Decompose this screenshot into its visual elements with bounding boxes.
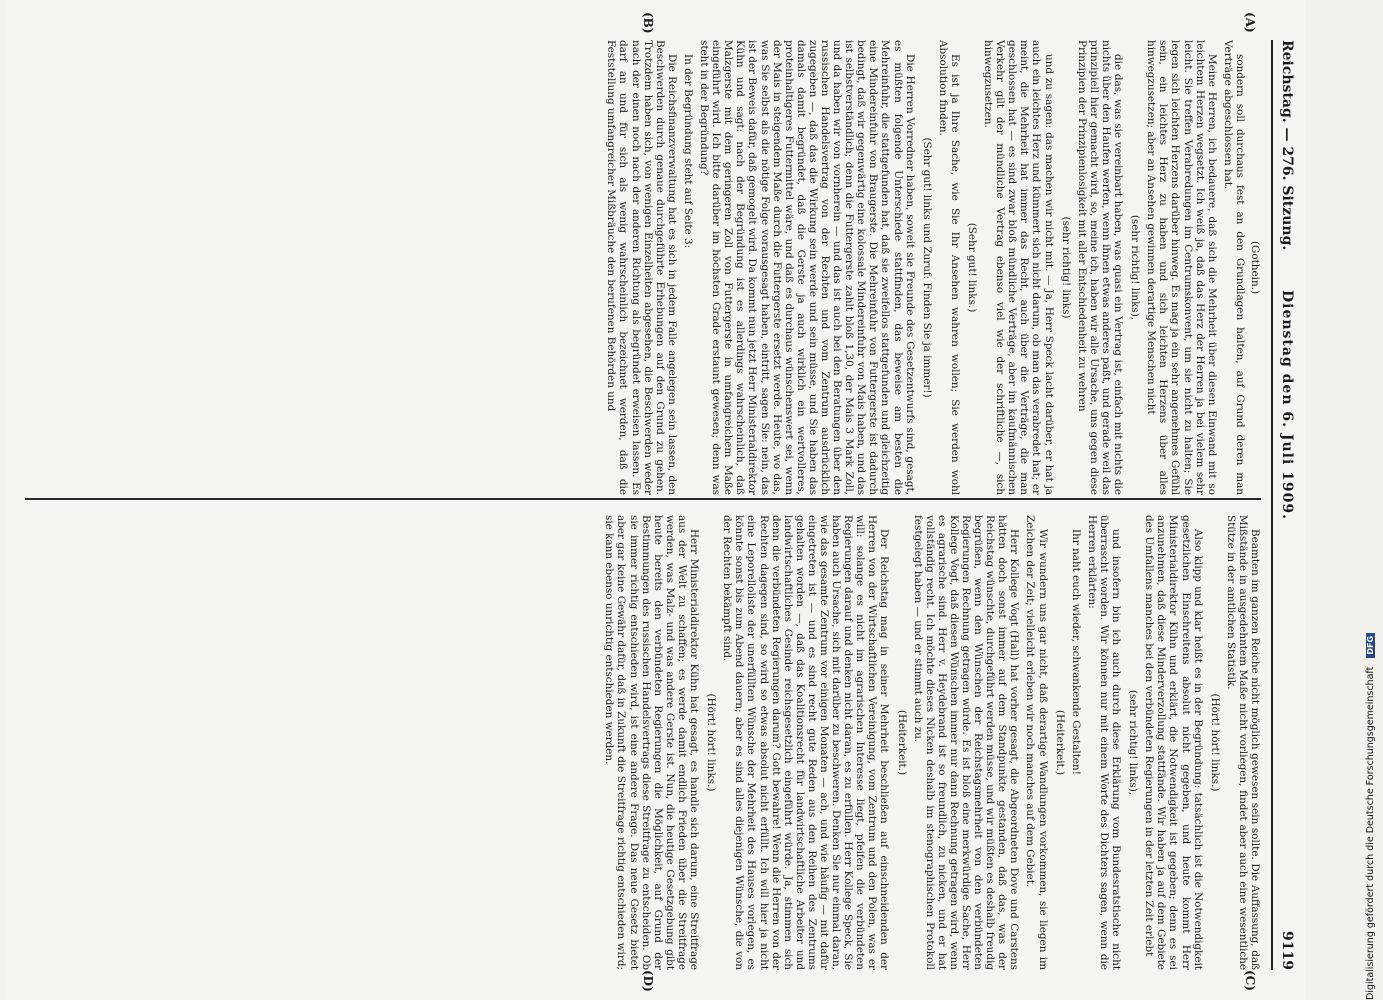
paragraph: Herr Ministerialdirektor Kühn hat gesagt, es handle sich darum, eine Streitfrage aus der Welt zu schaffen; es werde damit endlich Frieden über die Streitfrage werden, was Malz- und was andere Gerste ist. Nun, die heutige Gesetzgebung gibt heute bereits den verbündeten Regierungen die Möglichkeit, auf Grund der Bestimmungen des russischen Handelsvertrags diese Streitfrage zu entscheiden. Ob sie immer richtig entschieden wird, ist eine andere Frage. Das neue Gesetz bietet aber gar keine Gewähr dafür, daß in Zukunft die Streitfrage richtig entschieden wird; sie kann ebenso unrichtig entschieden werden. (603, 515, 701, 970)
interjection: (Hört! hört! links.) (1208, 693, 1221, 792)
paragraph: In der Begründung steht auf Seite 3: (681, 54, 694, 249)
page-number: 9119 (1279, 931, 1295, 970)
paragraph: Die Herren Vorredner haben, soweit sie Freunde des Gesetzentwurfs sind, gesagt, es müßten folgende Unterschiede stattfinden, das beweise am besten die Mehreinfuhr, die stattgefunden hat, daß sie zweifellos stattgefunden und gleichzeitig eine Mindereinfuhr von Braugerste. Die Mehreinfuhr von Futtergerste ist dadurch bedingt, daß wir gegenwärtig eine kolossale Mindereinfuhr von Mais haben, und das ist selbstverständlich; denn die Futtergerste zahlt bloß 1,30, der Mais 3 Mark Zoll, und da haben wir von vornherein — und das ist auch bei den Beratungen über den russischen Handelsvertrag von der Rechten und vom Zentrum ausdrücklich zugegeben —, daß das die Wirkung sein werde und sein müsse, und Sie haben das damals damit begründet, daß die Gerste ja auch wirklich ein wertvolleres, proteinhaltigeres Futtermittel wäre, und daß es durchaus wünschenswert sei, wenn der Mais in steigendem Maße durch die Futtergerste ersetzt werde. Heute, wo das, was Sie selbst als die nötige Folge vorausgesagt haben, eintritt, sagen Sie: nein, das ist der Beweis dafür, daß gemogelt wird. Da kommt nun jetzt Herr Ministerialdirektor Kühn und sagt: nach der Begründung ist es allerdings wahrscheinlich, daß Malzgerste mit dem geringeren Zoll von Futtergerste in umfangreichem Maße eingeführt wird. Ich bitte darüber im höchsten Grade erstaunt gewesen; denn was steht in der Begründung? (698, 40, 916, 495)
margin-marker-c: (C) (1243, 970, 1257, 991)
text-column-right (21, 515, 1261, 970)
paragraph: Beamten im ganzen Reiche nicht möglich gewesen sein sollte. Die Auffassung, daß Mißstände in ausgedehntem Maße nicht vorliegen, findet aber auch eine wesentliche Stütze in der amtlichen Statistik. (1224, 515, 1261, 970)
paragraph: Der Reichstag mag in seiner Mehrheit beschließen auf einschneidenden der Herren von der Wirtschaftlichen Vereinigung, vom Zentrum und den Polen, was er will: solange es nicht im agrarischen Interesse liegt, pfeifen die verbündeten Regierungen darauf und denken nicht daran, es zu erfüllen. Herr Kollege Speck, Sie haben auch Ursache, sich mit darüber zu beschweren. Denken Sie nur einmal daran, wie das gesamte Zentrum vor einigen Monaten — ach, und wie häufig — mit dafür eingetreten ist — und es sind recht gute Reden aus den Reihen des Zentrums gehalten worden —, daß das Koalitionsrecht für landwirtschaftliche Arbeiter und landwirtschaftliches Gesinde reichsgesetzlich eingeführt würde. Ja, stimmen sich denn die verbündeten Regierungen darum? Gott bewahre! Wenn die Herren von der Rechten dagegen sind, so wird so etwas absolut nicht erfüllt. Ich will hier ja nicht eine Leporelloliste der unerfüllten Wünsche der Mehrheit des Hauses vorlegen, es könnte sonst bis zum Abend dauern; aber es sind alles diejenigen Wünsche, die von der Rechten bekämpft sind. (721, 515, 891, 970)
paragraph: Meine Herren, ich bedauere, daß sich die Mehrheit über diesen Einwand mit so leichtem Herzen wegsetzt. Ich weiß ja, daß das Herz der Herren ja bei vielem sehr leicht. Sie treffen Verabredungen im Centrumskonvent, um sie nicht zu halten; Sie legen sich leichten Herzens darüber hinweg. Es mag ja ein sehr angenehmes Gefühl sein, ein leichtes Herz zu haben und sich leichten Herzens über alles hinwegzusetzen; aber an Ansehen gewinnen derartige Menschen nicht (1145, 40, 1218, 495)
interjection: (Sehr gut! links.) (966, 222, 979, 313)
interjection: (sehr richtig! links) (1059, 216, 1072, 319)
paragraph: Es ist ja Ihre Sache, wie Sie Ihr Ansehen wahren wollen; Sie werden wohl Absolution finden. (936, 40, 961, 495)
interjection: (Sehr gut! links und Zuruf: Finden Sie ja immer!) (920, 137, 933, 398)
margin-marker-d: (D) (641, 970, 655, 992)
column-divider (25, 498, 1261, 500)
paragraph: Herr Kollege Vogt (Hall) hat vorher gesagt, die Abgeordneten Dove und Carstens hätten doch sonst immer auf dem Standpunkte gestanden, daß das, was der Reichstag wünschte, durchgeführt werden müsse, und wir müßten es deshalb freudig begrüßen, wenn den Wünschen der Reichstagsmehrheit von den verbündeten Regierungen Rechnung getragen würde. Es ist bloß eine merkwürdige Sache, Herr Kollege Vogt, daß diesen Wünschen immer nur dann Rechnung getragen wird, wenn es agrarische sind. Herr v. Heydebrand ist so freundlich, zu nicken, und er hat vollständig recht. Ich möchte dieses Nicken deshalb im stenographischen Protokoll festgelegt haben — und er stimmt auch zu. (911, 515, 1021, 970)
interjection: (sehr richtig! links), (1127, 689, 1140, 796)
interjection: (Heiterkeit.) (1053, 709, 1066, 776)
paragraph: Also klipp und klar heißt es in der Begründung: tatsächlich ist die Notwendigkeit gesetzlichen Einschreitens absolut nicht gegeben, und heute kommt Herr Ministerialdirektor Kühn und erklärt, die Notwendigkeit ist gegeben; denn es sei anzunehmen, daß diese Minderverzollung stattfände. Wir haben ja auf dem Gebiete des Umfallens manches bei den verbündeten Regierungen in der letzten Zeit erlebt (1143, 515, 1204, 970)
interjection: (sehr richtig! links), (1129, 214, 1142, 321)
paragraph: Die Reichsfinanzverwaltung hat es sich in jedem Falle angelegen sein lassen, den Beschwerden durch genaue durchgeführte Erhebungen auf den Grund zu gehen. Trotzdem haben sich, von wenigen Einzelheiten abgesehen, die Beschwerden weder nach der einen noch nach der anderen Richtung als begründet erweisen lassen. Es darf an und für sich als wenig wahrscheinlich bezeichnet werden, daß die Feststellung umfangreicher Mißbräuche den berufenen Behörden und (605, 40, 678, 495)
page-header (1271, 40, 1299, 970)
paragraph: die das, was sie vereinbart haben, was quasi ein Vertrag ist, einfach mit nichts die nichts über den Haufen werfen, wenn ihnen etwas anderes paßt, und gerade weil das prinzipiell hier gemacht wird, so, meine ich, haben wir alle Ursache, uns gegen diese Prinzipien der Prinzipienlosigkeit mit aller Entschiedenheit zu wehren (1075, 40, 1125, 495)
document-page (5, 0, 1305, 1000)
paragraph: und zu sagen: das machen wir nicht mit. — Ja, Herr Speck lacht darüber, er hat ja auch ein leichtes Herz und kümmert sich nicht darum, ob man das verabredet hat; er meint, die Mehrheit hat immer das Recht, auch über die Verträge, die man geschlossen hat — es sind zwar bloß mündliche Verträge, aber im kaufmännischen Verkehr gilt der mündliche Vertrag ebenso viel wie der schriftliche —, sich hinwegzusetzen. (982, 40, 1055, 495)
interjection: (Heiterkeit.) (895, 709, 908, 776)
paragraph: Ihr naht euch wieder, schwankende Gestalten! (1069, 529, 1082, 775)
digitization-note (1365, 633, 1376, 1000)
header-title: Reichstag. — 276. Sitzung. (1279, 40, 1295, 251)
paragraph: Wir wundern uns gar nicht, daß derartige Wandlungen vorkommen, sie liegen im Zeichen der Zeit; vielleicht erleben wir noch manches auf dem Gebiet. (1024, 515, 1049, 970)
text-column-left (21, 40, 1261, 495)
margin-marker-b: (B) (641, 12, 655, 34)
interjection: (Hört! hört! links.) (705, 693, 718, 792)
paragraph: und insofern bin ich auch durch diese Erklärung vom Bundesratstische nicht überrascht worden. Wir können nur mit einem Worte des Dichters sagen, wenn die Herren erklärten: (1085, 515, 1123, 970)
digitization-text: Digitalisierung gefördert durch die Deutsche Forschungsgemeinschaft (1365, 666, 1376, 1000)
speaker-name: (Gothein.) (1249, 241, 1261, 294)
dfg-logo: DFG (1366, 633, 1375, 658)
header-date: Dienstag den 6. Juli 1909. (1279, 290, 1295, 521)
paragraph: sondern soll durchaus fest an den Grundlagen halten, auf Grund deren man Verträge abgeschlossen hat. (1221, 40, 1246, 495)
margin-marker-a: (A) (1243, 12, 1257, 33)
